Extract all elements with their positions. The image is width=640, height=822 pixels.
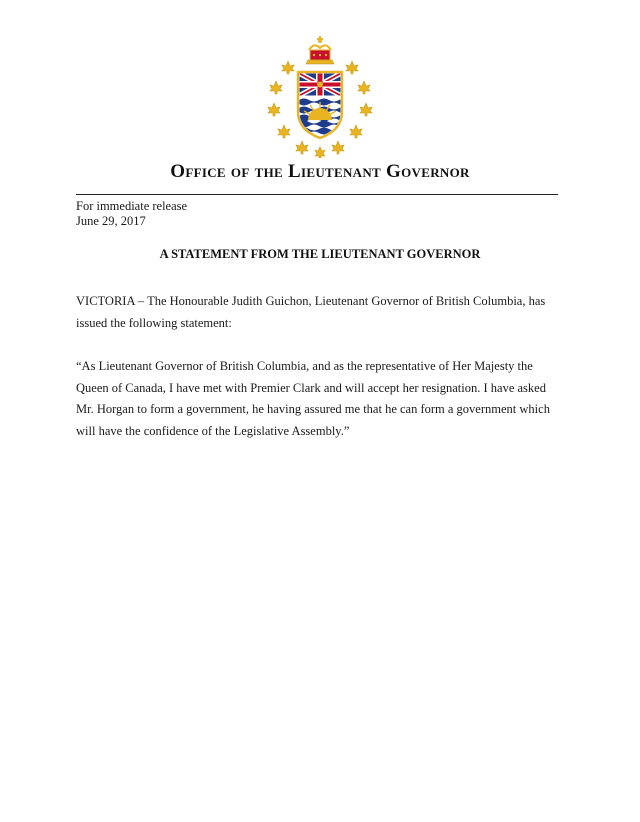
shield-icon <box>298 72 349 139</box>
crest-icon <box>264 34 376 158</box>
crown-icon <box>306 36 334 64</box>
header-divider <box>76 194 558 195</box>
paragraph-line: will have the confidence of the Legislative Assembly.” <box>76 423 350 438</box>
paragraph-line: Mr. Horgan to form a government, he having assured me that he can form a government which <box>76 402 550 416</box>
office-title: Office of the Lieutenant Governor <box>170 161 470 182</box>
maple-leaf-icon <box>350 125 362 138</box>
paragraph-line: VICTORIA – The Honourable Judith Guichon, Lieutenant Governor of British Columbia, has <box>76 294 546 308</box>
statement-headline: A STATEMENT FROM THE LIEUTENANT GOVERNOR <box>159 247 481 261</box>
maple-leaf-icon <box>315 147 325 158</box>
maple-leaf-icon <box>278 125 290 138</box>
release-date: June 29, 2017 <box>76 214 146 228</box>
release-label: For immediate release <box>76 199 188 213</box>
intro-paragraph <box>76 291 576 334</box>
maple-leaf-icon <box>270 81 282 94</box>
maple-leaf-icon <box>296 141 308 154</box>
paragraph-line: issued the following statement: <box>76 315 232 330</box>
maple-leaf-icon <box>346 61 358 74</box>
paragraph-line: Queen of Canada, I have met with Premier Clark and will accept her resignation. I have asked <box>76 380 546 395</box>
statement-paragraph <box>76 356 576 442</box>
maple-leaf-icon <box>360 103 372 116</box>
paragraph-line: “As Lieutenant Governor of British Columbia, and as the representative of Her Majesty the <box>76 359 533 373</box>
crest-emblem <box>264 34 376 158</box>
maple-leaf-icon <box>332 141 344 154</box>
release-info <box>76 199 187 229</box>
maple-leaf-icon <box>358 81 370 94</box>
maple-leaf-icon <box>282 61 294 74</box>
maple-leaf-icon <box>268 103 280 116</box>
